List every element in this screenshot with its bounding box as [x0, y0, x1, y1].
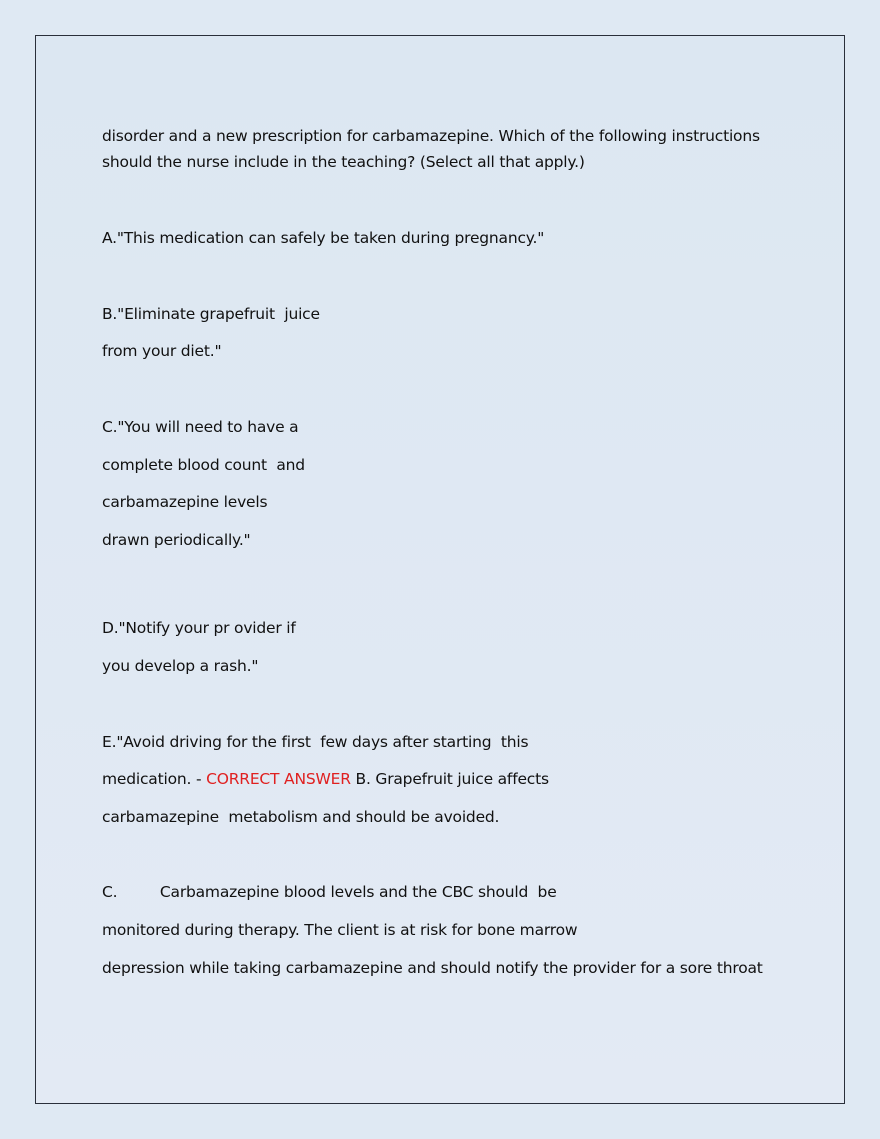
option-c: C."You will need to have a [102, 418, 299, 436]
option-a: A."This medication can safely be taken during pregnancy." [102, 229, 545, 247]
option-e: E."Avoid driving for the first few days after starting this [102, 733, 529, 751]
option-c: drawn periodically." [102, 531, 251, 549]
correct-answer-label: CORRECT ANSWER [206, 770, 351, 788]
option-c: complete blood count and [102, 456, 305, 474]
rationale-text: depression while taking carbamazepine and should notify the provider for a sore throat [102, 959, 763, 977]
option-d: you develop a rash." [102, 657, 259, 675]
option-d: D."Notify your pr ovider if [102, 619, 296, 637]
question-text: disorder and a new prescription for carbamazepine. Which of the following instructions [102, 127, 760, 145]
document-page [35, 35, 845, 1104]
answer-line [102, 768, 549, 790]
option-c: carbamazepine levels [102, 493, 268, 511]
question-text: should the nurse include in the teaching? (Select all that apply.) [102, 153, 585, 171]
option-b: B."Eliminate grapefruit juice [102, 305, 320, 323]
rationale-text: monitored during therapy. The client is at risk for bone marrow [102, 921, 578, 939]
answer-prefix: medication. - [102, 770, 207, 788]
option-b: from your diet." [102, 342, 222, 360]
rationale-text: carbamazepine metabolism and should be avoided. [102, 808, 500, 826]
answer-text: B. Grapefruit juice affects [350, 770, 549, 788]
rationale-text: C. Carbamazepine blood levels and the CBC should be [102, 883, 557, 901]
